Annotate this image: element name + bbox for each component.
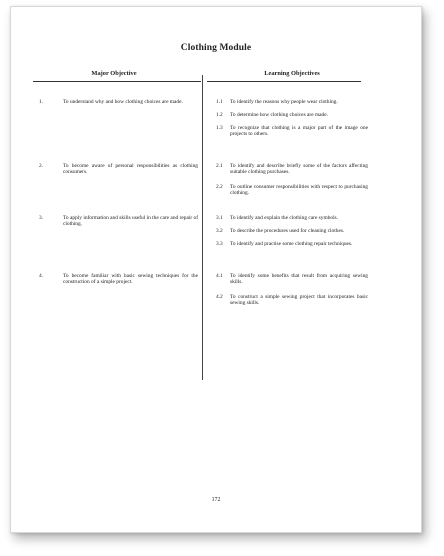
- learning-objective-number: 1.1: [216, 99, 223, 105]
- learning-objective-text: To determine how clothing choices are made.: [230, 112, 328, 118]
- major-objective-number: 2.: [39, 163, 44, 169]
- learning-objective-number: 3.2: [216, 228, 223, 234]
- left-header-rule: [33, 81, 201, 82]
- document-page: [10, 6, 422, 533]
- learning-objective-text: To identify and describe briefly some of the factors affecting suitable clothing purchases.: [230, 163, 368, 176]
- learning-objective-number: 2.2: [216, 184, 223, 190]
- major-objective-text: To become aware of personal responsibilities as clothing consumers.: [63, 163, 198, 176]
- learning-objective-text: To describe the procedures used for cleaning clothes.: [230, 228, 345, 234]
- page-title: Clothing Module: [180, 43, 252, 53]
- learning-objective-number: 4.1: [216, 273, 223, 279]
- major-objective-number: 1.: [39, 99, 44, 105]
- learning-objective-number: 3.3: [216, 241, 223, 247]
- learning-objective-number: 4.2: [216, 294, 223, 300]
- learning-objectives-header: Learning Objectives: [264, 70, 320, 77]
- major-objective-text: To apply information and skills useful in the care and repair of clothing.: [63, 215, 198, 228]
- learning-objective-text: To identify and practise some clothing repair techniques.: [230, 241, 353, 247]
- right-header-rule: [207, 81, 361, 82]
- learning-objective-number: 1.2: [216, 112, 223, 118]
- learning-objective-text: To construct a simple sewing project that incorporates basic sewing skills.: [230, 294, 368, 307]
- learning-objective-text: To identify the reasons why people wear clothing.: [230, 99, 338, 105]
- learning-objective-text: To outline consumer responsibilities with respect to purchasing clothing.: [230, 184, 368, 197]
- page-number: 172: [211, 497, 221, 503]
- major-objective-header: Major Objective: [91, 70, 137, 77]
- major-objective-text: To become familiar with basic sewing techniques for the construction of a simple project.: [63, 273, 198, 286]
- major-objective-number: 4.: [39, 273, 44, 279]
- learning-objective-number: 2.1: [216, 163, 223, 169]
- learning-objective-number: 3.1: [216, 215, 223, 221]
- major-objective-number: 3.: [39, 215, 44, 221]
- learning-objective-text: To identify some benefits that result from acquiring sewing skills.: [230, 273, 368, 286]
- learning-objective-number: 1.3: [216, 125, 223, 131]
- learning-objective-text: To identify and explain the clothing care symbols.: [230, 215, 339, 221]
- major-objective-text: To understand why and how clothing choices are made.: [63, 99, 183, 105]
- column-divider: [202, 75, 203, 380]
- learning-objective-text: To recognize that clothing is a major part of the image one projects to others.: [230, 125, 368, 138]
